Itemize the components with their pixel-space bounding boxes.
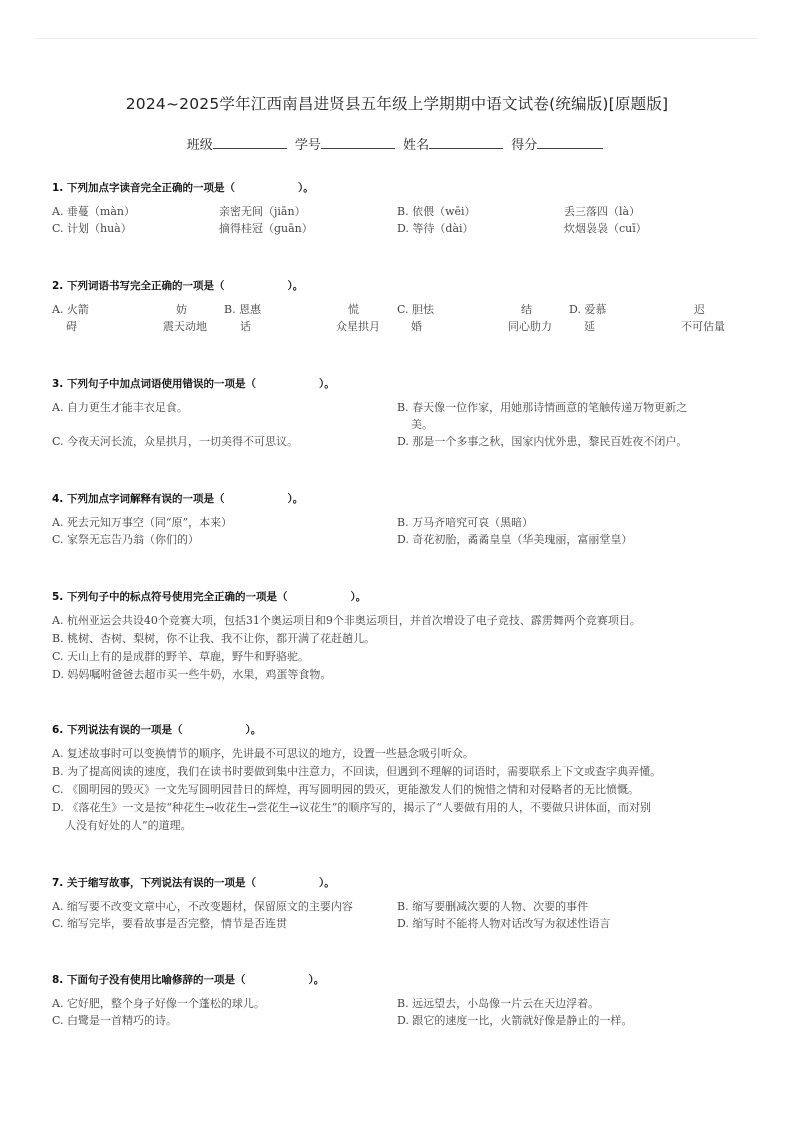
question-1 [52, 180, 738, 237]
question-title: 2. 下列词语书写完全正确的一项是（ ）。 [52, 280, 304, 292]
page-title: 2024~2025学年江西南昌进贤县五年级上学期期中语文试卷(统编版)[原题版] [125, 95, 669, 113]
student-info-line [0, 134, 794, 153]
option-d-part: 不可估量 [681, 320, 725, 333]
option-b-continuation: 美。 [411, 418, 433, 431]
option-a[interactable]: A. 复述故事时可以变换情节的顺序，先讲最不可思议的地方，设置一些悬念吸引听众。 [52, 747, 474, 760]
question-4 [52, 491, 738, 548]
option-d[interactable]: D. 《落花生》一文是按“种花生→收花生→尝花生→议花生”的顺序写的，揭示了“人要做有用的人，不要做只讲体面，而对别 [52, 801, 651, 814]
option-b[interactable]: B. 为了提高阅读的速度，我们在读书时要做到集中注意力，不回读，但遇到不理解的词语时，需要联系上下文或查字典弄懂。 [52, 765, 662, 778]
number-label: 学号 [294, 138, 321, 153]
option-a[interactable]: A. 缩写要不改变文章中心，不改变题材，保留原文的主要内容 [52, 900, 353, 913]
class-label: 班级 [186, 138, 213, 153]
options-row [52, 416, 738, 433]
options-row [52, 898, 738, 915]
option-d-extra: 炊烟袅袅（cuī） [564, 222, 647, 235]
options-row [52, 915, 738, 932]
page-top-rule [36, 38, 758, 39]
question-7 [52, 875, 738, 932]
option-c-part: 婚 [411, 320, 422, 333]
option-b[interactable]: B. 远远望去，小岛像一片云在天边浮着。 [397, 997, 600, 1010]
option-c[interactable]: C. 胆怯 [397, 303, 435, 316]
option-b-part: 慌 [348, 303, 359, 316]
options-row [52, 203, 738, 220]
name-field[interactable] [429, 136, 503, 149]
question-title: 6. 下列说法有误的一项是（ ）。 [52, 724, 262, 736]
class-field[interactable] [213, 136, 287, 149]
option-d[interactable]: D. 爱慕 [569, 303, 607, 316]
option-c-part: 同心肋力 [508, 320, 552, 333]
option-c[interactable]: C. 家祭无忘告乃翁（你们的） [52, 533, 200, 546]
option-c[interactable]: C. 计划（huà） [52, 222, 132, 235]
question-title: 4. 下列加点字词解释有误的一项是（ ）。 [52, 493, 304, 505]
option-b[interactable]: B. 春天像一位作家，用她那诗情画意的笔触传递万物更新之 [397, 401, 688, 414]
score-label: 得分 [511, 138, 538, 153]
option-a-extra: 亲密无间（jiān） [219, 205, 306, 218]
option-d-part: 迟 [694, 303, 705, 316]
option-a[interactable]: A. 自力更生才能丰衣足食。 [52, 401, 188, 414]
options-row [52, 318, 738, 335]
option-c[interactable]: C. 今夜天河长流，众星拱月，一切美得不可思议。 [52, 435, 299, 448]
options-row [52, 1012, 738, 1029]
option-d[interactable]: D. 缩写时不能将人物对话改写为叙述性语言 [397, 917, 611, 930]
option-a-part: 震天动地 [163, 320, 207, 333]
option-a[interactable]: A. 它好肥，整个身子好像一个蓬松的球儿。 [52, 997, 265, 1010]
score-field[interactable] [537, 136, 603, 149]
question-5 [52, 589, 738, 684]
options-row [52, 220, 738, 237]
question-title: 1. 下列加点字读音完全正确的一项是（ ）。 [52, 182, 314, 194]
options-row [52, 995, 738, 1012]
name-label: 姓名 [403, 138, 430, 153]
option-a-part: 妨 [176, 303, 187, 316]
options-row [52, 531, 738, 548]
option-d[interactable]: D. 那是一个多事之秋，国家内忧外患，黎民百姓夜不闭户。 [397, 435, 688, 448]
option-c[interactable]: C. 缩写完毕，要看故事是否完整，情节是否连贯 [52, 917, 288, 930]
options-row [52, 433, 738, 450]
option-b[interactable]: B. 依偎（wēi） [397, 205, 476, 218]
question-title: 8. 下面句子没有使用比喻修辞的一项是（ ）。 [52, 974, 325, 986]
option-c-part: 结 [521, 303, 532, 316]
option-d-continuation: 人没有好处的人”的道理。 [65, 819, 192, 832]
question-6 [52, 722, 738, 835]
option-a[interactable]: A. 死去元知万事空（同“原”，本来） [52, 516, 233, 529]
option-b[interactable]: B. 桃树、杏树、梨树，你不让我、我不让你，都开满了花赶趟儿。 [52, 632, 376, 645]
option-c[interactable]: C. 白鹭是一首精巧的诗。 [52, 1014, 178, 1027]
option-a[interactable]: A. 垂蔓（màn） [52, 205, 136, 218]
option-d[interactable]: D. 妈妈嘱咐爸爸去超市买一些牛奶，水果，鸡蛋等食物。 [52, 668, 332, 681]
option-b[interactable]: B. 恩惠 [224, 303, 262, 316]
option-b-part: 话 [240, 320, 251, 333]
option-b-part: 众星拱月 [336, 320, 380, 333]
question-title: 3. 下列句子中加点词语使用错误的一项是（ ）。 [52, 378, 335, 390]
option-c[interactable]: C. 《圆明园的毁灭》一文先写圆明园昔日的辉煌，再写圆明园的毁灭，更能激发人们的惋惜之情和对侵略者的无比愤慨。 [52, 783, 640, 796]
option-d[interactable]: D. 等待（dài） [397, 222, 474, 235]
option-d-part: 延 [584, 320, 595, 333]
options-row [52, 514, 738, 531]
option-c-extra: 摘得桂冠（guān） [219, 222, 313, 235]
options-row [52, 399, 738, 416]
option-a-part: 碍 [66, 320, 77, 333]
option-b[interactable]: B. 万马齐喑究可哀（黑暗） [397, 516, 534, 529]
number-field[interactable] [321, 136, 395, 149]
option-d[interactable]: D. 奇花初胎，矞矞皇皇（华美瑰丽，富丽堂皇） [397, 533, 633, 546]
option-b[interactable]: B. 缩写要删减次要的人物、次要的事件 [397, 900, 589, 913]
option-a[interactable]: A. 杭州亚运会共设40个竞赛大项，包括31个奥运项目和9个非奥运项目，并首次增设了电子竞技、霹雳舞两个竞赛项目。 [52, 614, 641, 627]
option-b-extra: 丢三落四（là） [564, 205, 641, 218]
question-title: 7. 关于缩写故事，下列说法有误的一项是（ ）。 [52, 877, 335, 889]
option-a[interactable]: A. 火箭 [52, 303, 89, 316]
option-c[interactable]: C. 天山上有的是成群的野羊、草鹿，野牛和野骆驼。 [52, 650, 310, 663]
question-2 [52, 278, 738, 335]
question-title: 5. 下列句子中的标点符号使用完全正确的一项是（ ）。 [52, 591, 367, 603]
options-row [52, 301, 738, 318]
question-3 [52, 376, 738, 450]
option-d[interactable]: D. 跟它的速度一比，火箭就好像是静止的一样。 [397, 1014, 633, 1027]
question-8 [52, 972, 738, 1029]
